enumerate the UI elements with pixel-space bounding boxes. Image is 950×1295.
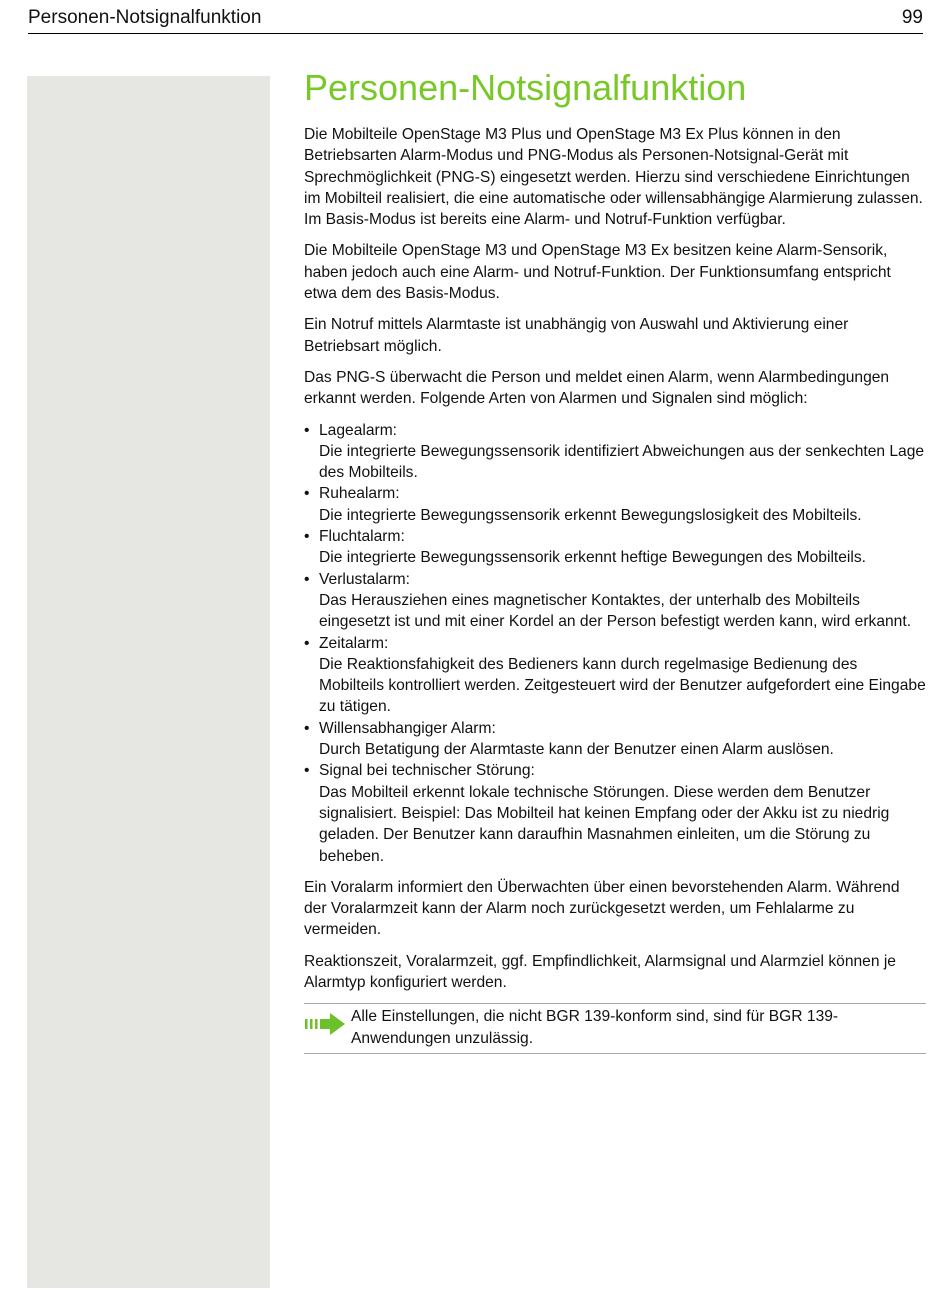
page-number: 99 — [901, 7, 923, 28]
intro-paragraph: Das PNG-S überwacht die Person und meldet einen Alarm, wenn Alarmbedingungen erkannt werden. Folgende Arten von Alarmen und Signalen sind möglich: — [304, 368, 890, 408]
alarm-description: Das Herausziehen eines magnetischer Kontaktes, der unterhalb des Mobilteils eingesetzt ist und mit einer Kordel an der Person befestigt werden kann, wird erkannt. — [319, 591, 912, 631]
outro-paragraph: Reaktionszeit, Voralarmzeit, ggf. Empfindlichkeit, Alarmsignal und Alarmziel können je Alarmtyp konfiguriert werden. — [304, 952, 896, 991]
bullet-icon: • — [304, 421, 310, 439]
alarm-term: Ruhealarm: — [319, 485, 400, 503]
alarm-type-list — [304, 420, 926, 867]
main-content — [304, 66, 926, 1054]
intro-paragraph: Die Mobilteile OpenStage M3 und OpenStage M3 Ex besitzen keine Alarm-Sensorik, haben jedoch auch eine Alarm- und Notruf-Funktion. Der Funktionsumfang entspricht etwa dem des Basis-Modus. — [304, 242, 891, 303]
bullet-icon: • — [304, 762, 310, 780]
bullet-icon: • — [304, 528, 310, 546]
alarm-description: Durch Betatigung der Alarmtaste kann der Benutzer einen Alarm auslösen. — [319, 741, 834, 759]
alarm-term: Lagealarm: — [319, 421, 398, 439]
bullet-icon: • — [304, 634, 310, 652]
alarm-term: Willensabhangiger Alarm: — [319, 719, 496, 737]
header-section-title: Personen-Notsignalfunktion — [28, 7, 262, 28]
bullet-icon: • — [304, 485, 310, 503]
margin-column — [27, 76, 270, 1288]
alarm-description: Die integrierte Bewegungssensorik erkennt heftige Bewegungen des Mobilteils. — [319, 549, 866, 567]
note-box — [304, 1003, 926, 1054]
list-item — [304, 420, 926, 484]
list-item — [304, 760, 926, 866]
intro-paragraph: Ein Notruf mittels Alarmtaste ist unabhängig von Auswahl und Aktivierung einer Betriebsart möglich. — [304, 316, 849, 355]
alarm-term: Verlustalarm: — [319, 570, 410, 588]
alarm-term: Signal bei technischer Störung: — [319, 762, 535, 780]
alarm-term: Zeitalarm: — [319, 634, 389, 652]
intro-paragraph: Die Mobilteile OpenStage M3 Plus und OpenStage M3 Ex Plus können in den Betriebsarten Alarm-Modus und PNG-Modus als Personen-Notsignal-Gerät mit Sprechmöglichkeit (PNG-S) eingesetzt werden. Hierzu sind verschiedene Einrichtungen im Mobilteil realisiert, die eine automatische oder willensabhängige Alarmierung zulassen. Im Basis-Modus ist bereits eine Alarm- und Notruf-Funktion verfügbar. — [304, 126, 923, 229]
alarm-term: Fluchtalarm: — [319, 528, 405, 546]
list-item — [304, 483, 926, 526]
list-item — [304, 569, 926, 633]
outro-paragraph: Ein Voralarm informiert den Überwachten über einen bevorstehenden Alarm. Während der Voralarmzeit kann der Alarm noch zurückgesetzt werden, um Fehlalarme zu vermeiden. — [304, 878, 900, 939]
bullet-icon: • — [304, 719, 310, 737]
alarm-description: Die integrierte Bewegungssensorik identifiziert Abweichungen aus der senkechten Lage des Mobilteils. — [319, 442, 925, 482]
alarm-description: Die integrierte Bewegungssensorik erkennt Bewegungslosigkeit des Mobilteils. — [319, 506, 862, 524]
page-title: Personen-Notsignalfunktion — [304, 67, 747, 108]
arrow-right-icon — [304, 1012, 346, 1036]
alarm-description: Die Reaktionsfahigkeit des Bedieners kann durch regelmasige Bedienung des Mobilteils kontrolliert werden. Zeitgesteuert wird der Benutzer aufgefordert eine Eingabe zu tätigen. — [319, 655, 926, 716]
alarm-description: Das Mobilteil erkennt lokale technische Störungen. Diese werden dem Benutzer signalisiert. Beispiel: Das Mobilteil hat keinen Empfang oder der Akku ist zu niedrig geladen. Der Benutzer kann daraufhin Masnahmen einleiten, um die Störung zu beheben. — [319, 783, 890, 865]
list-item — [304, 526, 926, 569]
list-item — [304, 633, 926, 718]
bullet-icon: • — [304, 570, 310, 588]
running-header — [28, 6, 923, 34]
note-text: Alle Einstellungen, die nicht BGR 139-konform sind, sind für BGR 139-Anwendungen unzulässig. — [351, 1008, 839, 1047]
list-item — [304, 718, 926, 761]
